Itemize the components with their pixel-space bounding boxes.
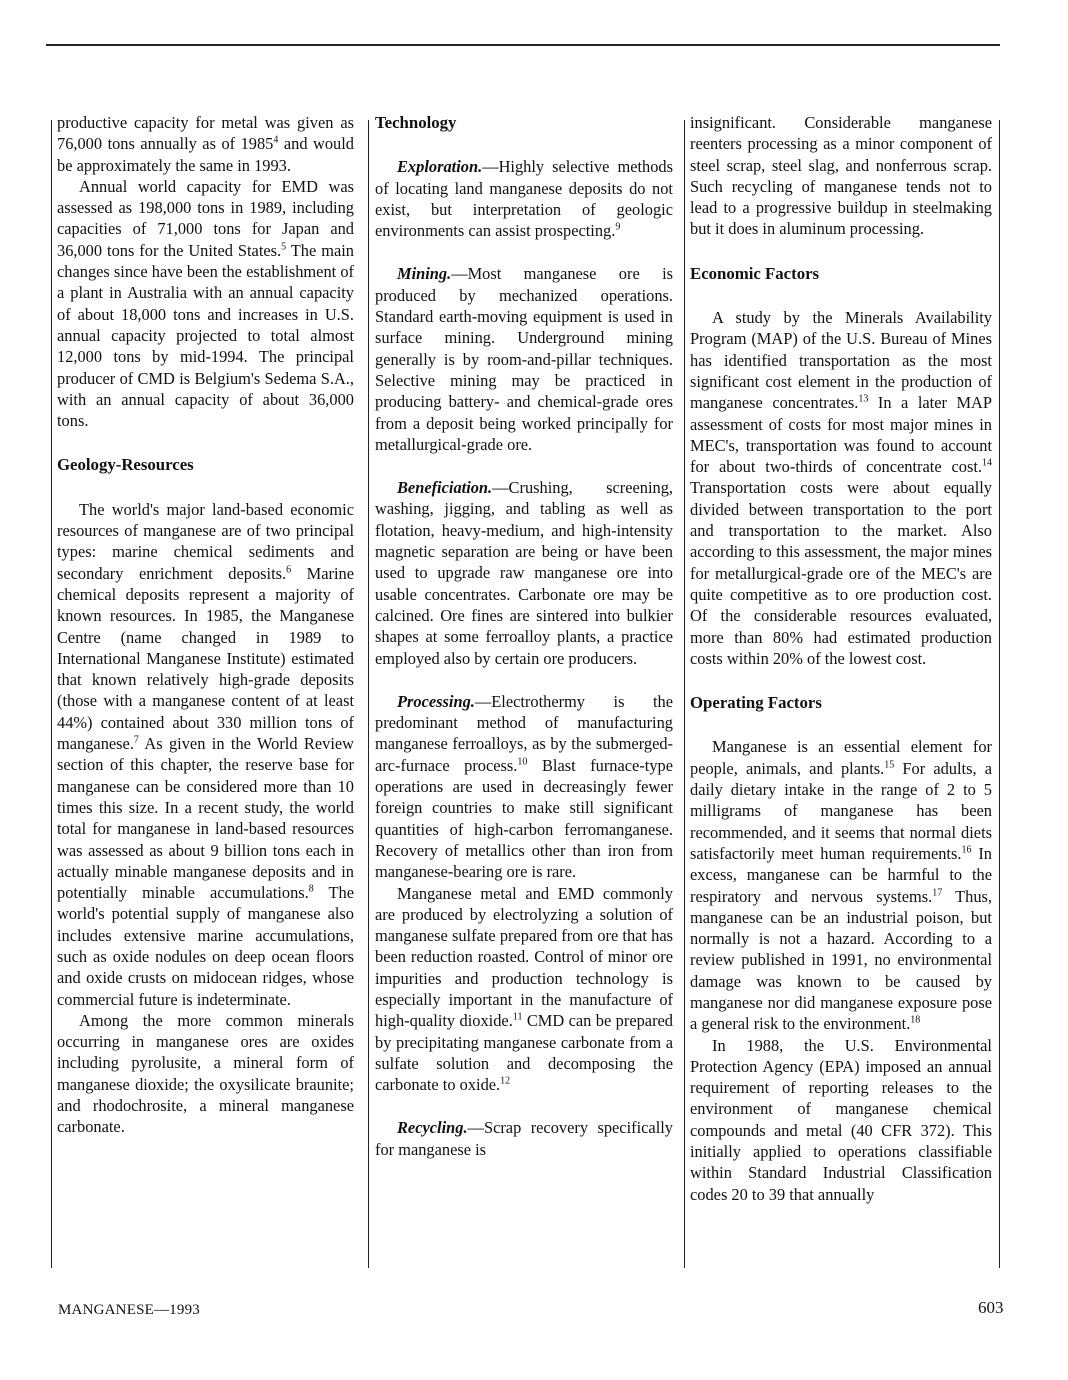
paragraph: productive capacity for metal was given as 76,000 tons annually as of 1985$^4$ and would be approximately the same in 1993.: [57, 113, 354, 175]
subheading-beneficiation: Beneficiation.: [397, 478, 493, 498]
paragraph: Annual world capacity for EMD was assessed as 198,000 tons in 1989, including capacities of 71,000 tons for Japan and 36,000 tons for the United States.$^5$ The main changes since have been the establishment of a plant in Australia with an annual capacity of about 18,000 tons and increases in U.S. annual capacity projected to total almost 12,000 tons by mid-1994. The principal producer of CMD is Belgium's Sedema S.A., with an annual capacity of about 36,000 tons.: [57, 176, 354, 431]
subheading-exploration: Exploration.: [397, 157, 483, 177]
paragraph-mining: Mining.—Most manganese ore is produced by mechanized operations. Standard earth-moving equipment is used in surface mining. Underground mining generally is by room-and-pillar techniques. Selective mining may be practiced in producing battery- and chemical-grade ores from a deposit being worked principally for metallurgical-grade ore.: [375, 264, 673, 454]
paragraph: Manganese is an essential element for people, animals, and plants.$^{15}$ For adults, a daily dietary intake in the range of 2 to 5 milligrams of manganese has been recommended, and it seems that normal diets satisfactorily meet human requirements.$^{16}$ In excess, manganese can be harmful to the respiratory and nervous systems.$^{17}$ Thus, manganese can be an industrial poison, but normally is not a hazard. According to a review published in 1991, no environmental damage was known to be caused by manganese nor did manganese exposure pose a general risk to the environment.$^{18}$: [690, 737, 993, 1034]
section-heading-economic-factors: Economic Factors: [690, 263, 820, 283]
column-rule-middle-1: [368, 120, 369, 1268]
column-3: [690, 112, 992, 1270]
column-rule-left: [51, 120, 52, 1268]
running-footer: MANGANESE—1993: [58, 1302, 200, 1318]
page-number: 603: [978, 1298, 1004, 1317]
paragraph: The world's major land-based economic resources of manganese are of two principal types: marine chemical sediments and secondary enrichment deposits.$^6$ Marine chemical deposits represent a majority of known resources. In 1985, the Manganese Centre (name changed in 1989 to International Manganese Institute) estimated that known relatively high-grade deposits (those with a manganese content of at least 44%) contained about 330 million tons of manganese.$^7$ As given in the World Review section of this chapter, the reserve base for manganese can be considered more than 10 times this size. In a recent study, the world total for manganese in land-based resources was assessed as about 9 billion tons each in actually minable manganese deposits and in potentially minable accumulations.$^8$ The world's potential supply of manganese also includes extensive marine accumulations, such as oxide nodules on deep ocean floors and oxide crusts on midocean ridges, whose commercial future is indeterminate.: [57, 499, 354, 1009]
subheading-recycling: Recycling.: [397, 1118, 468, 1138]
paragraph: A study by the Minerals Availability Program (MAP) of the U.S. Bureau of Mines has identified transportation as the most significant cost element in the production of manganese concentrates.$^{13}$ In a later MAP assessment of costs for most major mines in MEC's, transportation was found to account for about two-thirds of concentrate cost.$^{14}$ Transportation costs were about equally divided between transportation to the port and transportation to the market. Also according to this assessment, the major mines for metallurgical-grade ore of the MEC's are quite competitive as to ore production cost. Of the considerable resources evaluated, more than 80% had estimated production costs within 20% of the lowest cost.: [690, 308, 992, 668]
column-2: [375, 112, 673, 1270]
paragraph-beneficiation: Beneficiation.—Crushing, screening, washing, jigging, and tabling as well as flotation, heavy-medium, and high-intensity magnetic separation are being or have been used to upgrade raw manganese ore into usable concentrates. Carbonate ore may be calcined. Ore fines are sintered into bulkier shapes at some ferroalloy plants, a practice employed also by certain ore producers.: [375, 478, 673, 668]
subheading-mining: Mining.: [397, 264, 452, 284]
column-rule-middle-2: [684, 120, 685, 1268]
paragraph: In 1988, the U.S. Environmental Protection Agency (EPA) imposed an annual requirement of reporting releases to the environment of manganese chemical compounds and metal (40 CFR 372). This initially applied to operations classifiable within Standard Industrial Classification codes 20 to 39 that annually: [690, 1035, 992, 1204]
subheading-processing: Processing.: [397, 691, 475, 711]
top-rule: [46, 44, 1000, 46]
column-rule-right: [999, 120, 1000, 1268]
section-heading-technology: Technology: [375, 113, 457, 132]
paragraph-processing: Processing.—Electrothermy is the predominant method of manufacturing manganese ferroalloys, as by the submerged-arc-furnace process.$^{10}$ Blast furnace-type operations are used in decreasingly fewer foreign countries to make still significant quantities of high-carbon ferromanganese. Recovery of metallics other than iron from manganese-bearing ore is rare.: [375, 691, 674, 882]
paragraph: Among the more common minerals occurring in manganese ores are oxides including pyrolusite, a mineral form of manganese dioxide; the oxysilicate braunite; and rhodochrosite, a mineral manganese carbonate.: [57, 1010, 354, 1137]
section-heading-operating-factors: Operating Factors: [690, 693, 822, 713]
paragraph-recycling: Recycling.—Scrap recovery specifically for manganese is: [375, 1118, 673, 1159]
paragraph: insignificant. Considerable manganese reenters processing as a minor component of steel scrap, steel slag, and nonferrous scrap. Such recycling of manganese tends not to lead to a progressive buildup in steelmaking but it does in aluminum processing.: [690, 113, 992, 239]
paragraph-exploration: Exploration.—Highly selective methods of locating land manganese deposits do not exist, but interpretation of geologic environments can assist prospecting.$^9$: [375, 157, 673, 241]
column-1: [57, 112, 354, 1270]
section-heading-geology-resources: Geology-Resources: [57, 455, 194, 475]
paragraph: Manganese metal and EMD commonly are produced by electrolyzing a solution of manganese sulfate prepared from ore that has been reduction roasted. Control of minor ore impurities and production technology is especially important in the manufacture of high-quality dioxide.$^{11}$ CMD can be prepared by precipitating manganese carbonate from a sulfate solution and decomposing the carbonate to oxide.$^{12}$: [375, 883, 674, 1095]
